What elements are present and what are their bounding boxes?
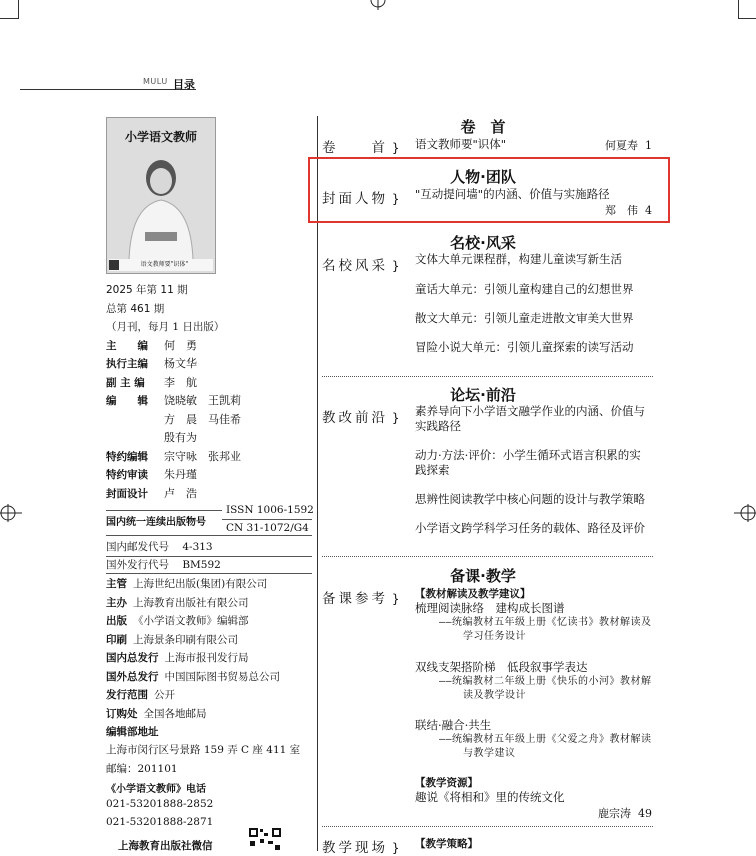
publisher-row	[106, 723, 312, 742]
section-label-beike: 备课参考 }	[322, 591, 400, 607]
publisher-label: 印刷	[106, 633, 127, 646]
staff-row	[106, 448, 312, 467]
publisher-value: 全国各地邮局	[143, 707, 207, 720]
rule-1	[106, 510, 222, 511]
phone-1: 021-53201888-2852	[106, 798, 214, 810]
entry-title: "互动提问墙"的内涵、价值与实施路径	[415, 187, 610, 201]
publisher-value: 《小学语文教师》编辑部	[133, 615, 249, 627]
section-divider	[322, 826, 653, 827]
publisher-value: 上海教育出版社有限公司	[133, 596, 249, 609]
publisher-label: 发行范围	[106, 689, 148, 701]
cn-number: CN 31-1072/G4	[226, 522, 309, 534]
staff-row	[106, 429, 312, 448]
brace-icon: }	[388, 841, 400, 855]
staff-name: 卢 浩	[164, 486, 197, 500]
corner-mark-tl	[0, 0, 19, 19]
toc-entry	[415, 601, 652, 645]
header-rule	[20, 89, 196, 90]
issn-label: 国内统一连续出版物号	[106, 517, 206, 528]
wechat-label: 上海教育出版社微信	[118, 840, 213, 852]
postal-row	[106, 539, 213, 554]
section-label-mingxiao: 名校风采 }	[322, 258, 400, 274]
masthead	[106, 281, 312, 503]
tag-ziyuan: 【教学资源】	[415, 777, 478, 789]
section-label-renwu: 封面人物 }	[322, 191, 400, 207]
section-divider	[322, 376, 653, 377]
staff-list	[106, 337, 312, 504]
staff-name: 李 航	[164, 375, 197, 389]
postal-code: 4-313	[182, 541, 213, 553]
publisher-row	[106, 686, 312, 705]
tag-next: 【教学策略】	[415, 838, 478, 850]
entry-subtitle: ——统编教材五年级上册《父爱之舟》教材解读与教学建议	[439, 733, 652, 759]
publisher-row	[106, 575, 312, 594]
issn: ISSN 1006-1592	[226, 504, 314, 516]
publisher-label: 国内总发行	[106, 652, 159, 664]
brace-icon: }	[388, 192, 400, 206]
publisher-label: 出版	[106, 615, 127, 627]
staff-name: 杨文华	[164, 357, 197, 370]
entry-title: 双线支架搭阶梯 低段叙事学表达	[415, 660, 588, 674]
toc-entry	[415, 340, 652, 355]
entry-title: 思辨性阅读教学中核心问题的设计与教学策略	[415, 492, 645, 506]
zip-code: 邮编：201101	[106, 763, 178, 775]
staff-row	[106, 466, 312, 485]
cover-logo: 小学语文教师	[124, 130, 197, 144]
toc-entry	[415, 282, 652, 297]
publisher-info	[106, 575, 312, 742]
toc-entry	[415, 718, 652, 762]
staff-name: 方 晨 马佳希	[164, 412, 241, 426]
publisher-value: 上海景条印刷有限公司	[133, 633, 238, 646]
entry-author-page: 郑 伟 4	[605, 204, 652, 217]
crop-mark-left	[0, 502, 22, 524]
section-title-beike: 备课·教学	[450, 567, 516, 585]
tag-jiaocai: 【教材解读及教学建议】	[415, 588, 531, 600]
publisher-label: 主办	[106, 596, 127, 609]
entry-author-page: 鹿宗涛 49	[598, 807, 652, 820]
issue-number: 2025 年第 11 期	[106, 284, 188, 296]
section-label-juanshou: 卷 首 }	[322, 140, 400, 156]
publisher-value: 公开	[154, 689, 175, 701]
foreign-code: BM592	[182, 559, 221, 571]
brace-icon: }	[388, 141, 400, 155]
header-title: 目录	[173, 78, 195, 91]
entry-title: 素养导向下小学语文融学作业的内涵、价值与实践路径	[415, 404, 645, 433]
toc-entry	[415, 492, 652, 507]
staff-name: 殷有为	[164, 431, 197, 444]
staff-row	[106, 485, 312, 504]
entry-resource	[415, 790, 652, 805]
staff-name: 饶晓敏 王凯莉	[164, 394, 241, 407]
entry-author-page: 何夏寿 1	[605, 139, 652, 152]
staff-role: 特约审读	[106, 469, 148, 481]
toc-entry	[415, 521, 652, 536]
corner-mark-tr	[738, 0, 756, 19]
entry-title: 童话大单元：引领儿童构建自己的幻想世界	[415, 282, 634, 296]
publisher-value: 上海世纪出版(集团)有限公司	[133, 578, 268, 590]
section-label-luntan: 教改前沿 }	[322, 410, 400, 426]
staff-row	[106, 392, 312, 411]
entry-title: 动力·方法·评价：小学生循环式语言积累的实践探索	[415, 448, 641, 477]
entry-title: 小学语文跨学科学习任务的载体、路径及评价	[415, 521, 645, 535]
publisher-row	[106, 649, 312, 668]
staff-role: 封面设计	[106, 487, 148, 500]
total-issue: 总第 461 期	[106, 302, 165, 315]
staff-name: 朱丹瑾	[164, 468, 197, 481]
toc-entry	[415, 311, 652, 326]
foreign-row	[106, 557, 221, 572]
staff-role: 编 辑	[106, 395, 148, 407]
brace-icon: }	[388, 259, 400, 273]
publisher-label: 主管	[106, 578, 127, 590]
publisher-row	[106, 705, 312, 724]
publisher-value: 中国国际图书贸易总公司	[164, 670, 280, 683]
entry-title: 联结·融合·共生	[415, 718, 492, 732]
entry-title: 梳理阅读脉络 建构成长图谱	[415, 601, 565, 615]
cover-bottom-strip	[109, 259, 213, 271]
section-title-luntan: 论坛·前沿	[450, 386, 516, 404]
column-divider	[317, 116, 318, 851]
brace-icon: }	[388, 411, 400, 425]
section-title-renwu: 人物·团队	[450, 168, 516, 186]
cover-image	[106, 117, 216, 274]
cover-bottom-text: 语文教师要"识体"	[140, 261, 189, 268]
publisher-label: 编辑部地址	[106, 726, 159, 738]
toc-entry	[415, 660, 652, 704]
header-mulu: MULU	[143, 77, 168, 86]
entry-renwu	[415, 187, 652, 202]
staff-name: 宗守咏 张邦业	[164, 449, 241, 463]
entry-title: 散文大单元：引领儿童走进散文审美大世界	[415, 311, 634, 325]
phone-label: 《小学语文教师》电话	[106, 784, 206, 795]
qr-code-icon	[248, 827, 282, 851]
toc-entry	[415, 404, 652, 433]
publisher-label: 国外总发行	[106, 670, 159, 683]
foreign-label: 国外发行代号	[106, 559, 169, 571]
crop-mark-right	[734, 502, 756, 524]
staff-row	[106, 337, 312, 356]
section-title-mingxiao: 名校·风采	[450, 234, 516, 252]
section-divider	[322, 556, 653, 557]
staff-row	[106, 411, 312, 430]
staff-role: 执行主编	[106, 358, 148, 370]
address: 上海市闵行区号景路 159 弄 C 座 411 室	[106, 744, 301, 756]
entry-title: 趣说《将相和》里的传统文化	[415, 790, 565, 804]
entry-title: 语文教师要"识体"	[415, 137, 507, 151]
staff-role: 主 编	[106, 339, 148, 352]
crop-mark-top	[368, 0, 388, 10]
section-label-next: 教学现场 }	[322, 840, 400, 856]
entry-subtitle: ——统编教材二年级上册《快乐的小河》教材解读及教学设计	[439, 675, 652, 701]
publisher-row	[106, 668, 312, 687]
publisher-value: 上海市报刊发行局	[164, 652, 249, 664]
cover-person-illustration	[107, 148, 215, 260]
rule-4	[106, 573, 312, 574]
brace-icon: }	[388, 592, 400, 606]
publisher-label: 订购处	[106, 707, 138, 720]
issn-cn-rule	[222, 519, 312, 520]
phone-2: 021-53201888-2871	[106, 816, 214, 828]
toc-entry	[415, 448, 652, 477]
publisher-row	[106, 612, 312, 631]
publish-frequency: （月刊，每月 1 日出版）	[106, 321, 225, 333]
section-title-juanshou: 卷 首	[460, 118, 506, 136]
postal-label: 国内邮发代号	[106, 541, 169, 553]
toc-entry	[415, 252, 652, 267]
entry-subtitle: ——统编教材五年级上册《忆读书》教材解读及学习任务设计	[439, 616, 652, 642]
entry-title: 冒险小说大单元：引领儿童探索的读写活动	[415, 340, 634, 354]
staff-name: 何 勇	[164, 338, 197, 352]
staff-role: 副 主 编	[106, 376, 145, 389]
staff-row	[106, 374, 312, 393]
rule-2	[106, 535, 312, 536]
entry-title: 文体大单元课程群，构建儿童读写新生活	[415, 252, 622, 266]
publisher-row	[106, 631, 312, 650]
staff-row	[106, 355, 312, 374]
staff-role: 特约编辑	[106, 450, 148, 463]
publisher-row	[106, 594, 312, 613]
